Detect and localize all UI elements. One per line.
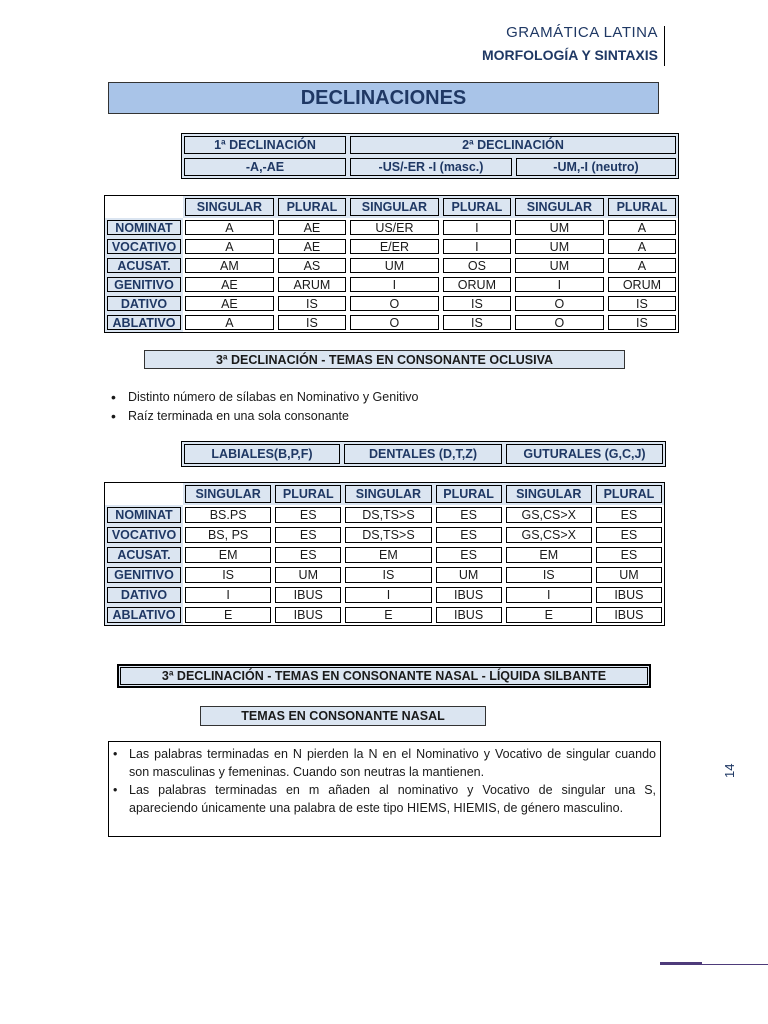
case-label: DATIVO [105,585,183,605]
table-cell: I [441,237,513,256]
column-header: SINGULAR [183,196,276,218]
table-row [105,218,678,237]
case-label: ACUSAT. [105,545,183,565]
table-cell: ARUM [276,275,348,294]
table-row [105,605,664,625]
decl-1-header: 1ª DECLINACIÓN [182,134,348,156]
table-cell: O [513,294,606,313]
table-row [105,545,664,565]
table-cell: IS [343,565,433,585]
table-cell: UM [513,256,606,275]
column-header: PLURAL [606,196,678,218]
table-cell: UM [348,256,441,275]
list-item: • Distinto número de sílabas en Nominativo y Genitivo [108,388,418,407]
table-cell: GS,CS>X [504,525,594,545]
section-heading-oclusiva: 3ª DECLINACIÓN - TEMAS EN CONSONANTE OCLUSIVA [144,350,625,369]
table-cell: IS [441,313,513,332]
table-cell: BS.PS [183,505,273,525]
table-row [105,565,664,585]
declension-header-table [181,133,679,179]
table-cell: A [183,237,276,256]
table-cell: E/ER [348,237,441,256]
table-cell: EM [504,545,594,565]
table-row [105,275,678,294]
table-cell: DS,TS>S [343,505,433,525]
table-cell: ES [594,545,664,565]
table-cell: EM [183,545,273,565]
page-title: DECLINACIONES [108,82,659,114]
column-header: SINGULAR [513,196,606,218]
bullet-list [108,388,418,426]
list-item: • Raíz terminada en una sola consonante [108,407,418,426]
table-cell: ES [434,505,504,525]
table-cell: E [343,605,433,625]
table-cell: ES [273,505,343,525]
column-header: PLURAL [594,483,664,505]
declension-table-1 [104,195,679,333]
table-cell: A [183,313,276,332]
table-cell: IBUS [273,585,343,605]
table-cell: I [513,275,606,294]
table-cell: I [343,585,433,605]
case-label: DATIVO [105,294,183,313]
case-label: NOMINAT [105,505,183,525]
notes-box [108,741,661,837]
table-cell: IS [276,313,348,332]
table-cell: I [504,585,594,605]
table-cell: ORUM [606,275,678,294]
table-row [105,313,678,332]
note-item: • Las palabras terminadas en m añaden al nominativo y Vocativo de singular una S, apareciendo únicamente una palabra de este tipo HIEMS, HIEMIS, de género masculino. [113,781,656,817]
table-cell: ES [273,525,343,545]
empty-corner [105,196,183,218]
case-label: ACUSAT. [105,256,183,275]
table-cell: AE [183,294,276,313]
table-cell: O [513,313,606,332]
table-cell: IS [606,294,678,313]
table-cell: AE [183,275,276,294]
header-subject: GRAMÁTICA LATINA [506,24,658,41]
table-row [105,505,664,525]
table-cell: BS, PS [183,525,273,545]
table-cell: ES [434,545,504,565]
table-row [105,237,678,256]
table-cell: O [348,294,441,313]
case-label: GENITIVO [105,275,183,294]
group-guturales: GUTURALES (G,C,J) [504,442,665,466]
table-cell: ORUM [441,275,513,294]
table-cell: AE [276,237,348,256]
table-cell: AE [276,218,348,237]
table-cell: OS [441,256,513,275]
case-label: ABLATIVO [105,605,183,625]
table-cell: AM [183,256,276,275]
section-heading-nasal-liquida: 3ª DECLINACIÓN - TEMAS EN CONSONANTE NASAL - LÍQUIDA SILBANTE [117,664,651,688]
table-cell: A [183,218,276,237]
table-cell: IS [183,565,273,585]
table-row [105,525,664,545]
table-cell: IS [606,313,678,332]
table-cell: IBUS [594,605,664,625]
table-cell: US/ER [348,218,441,237]
table-cell: GS,CS>X [504,505,594,525]
table-cell: I [441,218,513,237]
table-cell: IS [504,565,594,585]
column-header: PLURAL [434,483,504,505]
column-header: SINGULAR [183,483,273,505]
decl-2-masc-ending: -US/-ER -I (masc.) [348,156,514,178]
table-cell: E [183,605,273,625]
table-cell: ES [594,525,664,545]
case-label: NOMINAT [105,218,183,237]
table-cell: UM [273,565,343,585]
group-labiales: LABIALES(B,P,F) [182,442,342,466]
table-cell: O [348,313,441,332]
table-header-row [105,196,678,218]
declension-table-2 [104,482,665,626]
table-cell: DS,TS>S [343,525,433,545]
table-cell: IS [276,294,348,313]
table-cell: ES [273,545,343,565]
table-cell: EM [343,545,433,565]
page-number: 14 [722,763,737,778]
table-header-row [105,483,664,505]
consonant-groups-table [181,441,666,467]
column-header: PLURAL [276,196,348,218]
case-label: VOCATIVO [105,525,183,545]
table-cell: A [606,237,678,256]
table-cell: ES [434,525,504,545]
table-cell: UM [594,565,664,585]
header-topic: MORFOLOGÍA Y SINTAXIS [481,47,658,63]
table-cell: I [183,585,273,605]
table-cell: IS [441,294,513,313]
table-cell: IBUS [434,605,504,625]
table-cell: IBUS [434,585,504,605]
column-header: PLURAL [441,196,513,218]
empty-corner [105,483,183,505]
decl-2-neut-ending: -UM,-I (neutro) [514,156,678,178]
table-cell: UM [434,565,504,585]
group-dentales: DENTALES (D,T,Z) [342,442,504,466]
header-divider [664,26,665,66]
table-row [105,585,664,605]
table-cell: IBUS [273,605,343,625]
table-cell: UM [513,237,606,256]
table-cell: I [348,275,441,294]
column-header: SINGULAR [504,483,594,505]
table-cell: A [606,256,678,275]
table-cell: IBUS [594,585,664,605]
table-row [105,256,678,275]
case-label: GENITIVO [105,565,183,585]
footer-accent-bar [660,962,702,965]
table-cell: AS [276,256,348,275]
column-header: SINGULAR [343,483,433,505]
case-label: VOCATIVO [105,237,183,256]
table-cell: ES [594,505,664,525]
table-cell: E [504,605,594,625]
note-item: • Las palabras terminadas en N pierden la N en el Nominativo y Vocativo de singular cuando son masculinas y femeninas. Cuando son neutras la mantienen. [113,745,656,781]
case-label: ABLATIVO [105,313,183,332]
column-header: SINGULAR [348,196,441,218]
footer-line [702,964,768,965]
subsection-heading-nasal: TEMAS EN CONSONANTE NASAL [200,706,486,726]
decl-1-ending: -A,-AE [182,156,348,178]
running-header [482,22,658,66]
column-header: PLURAL [273,483,343,505]
decl-2-header: 2ª DECLINACIÓN [348,134,678,156]
table-cell: UM [513,218,606,237]
table-row [105,294,678,313]
table-cell: A [606,218,678,237]
